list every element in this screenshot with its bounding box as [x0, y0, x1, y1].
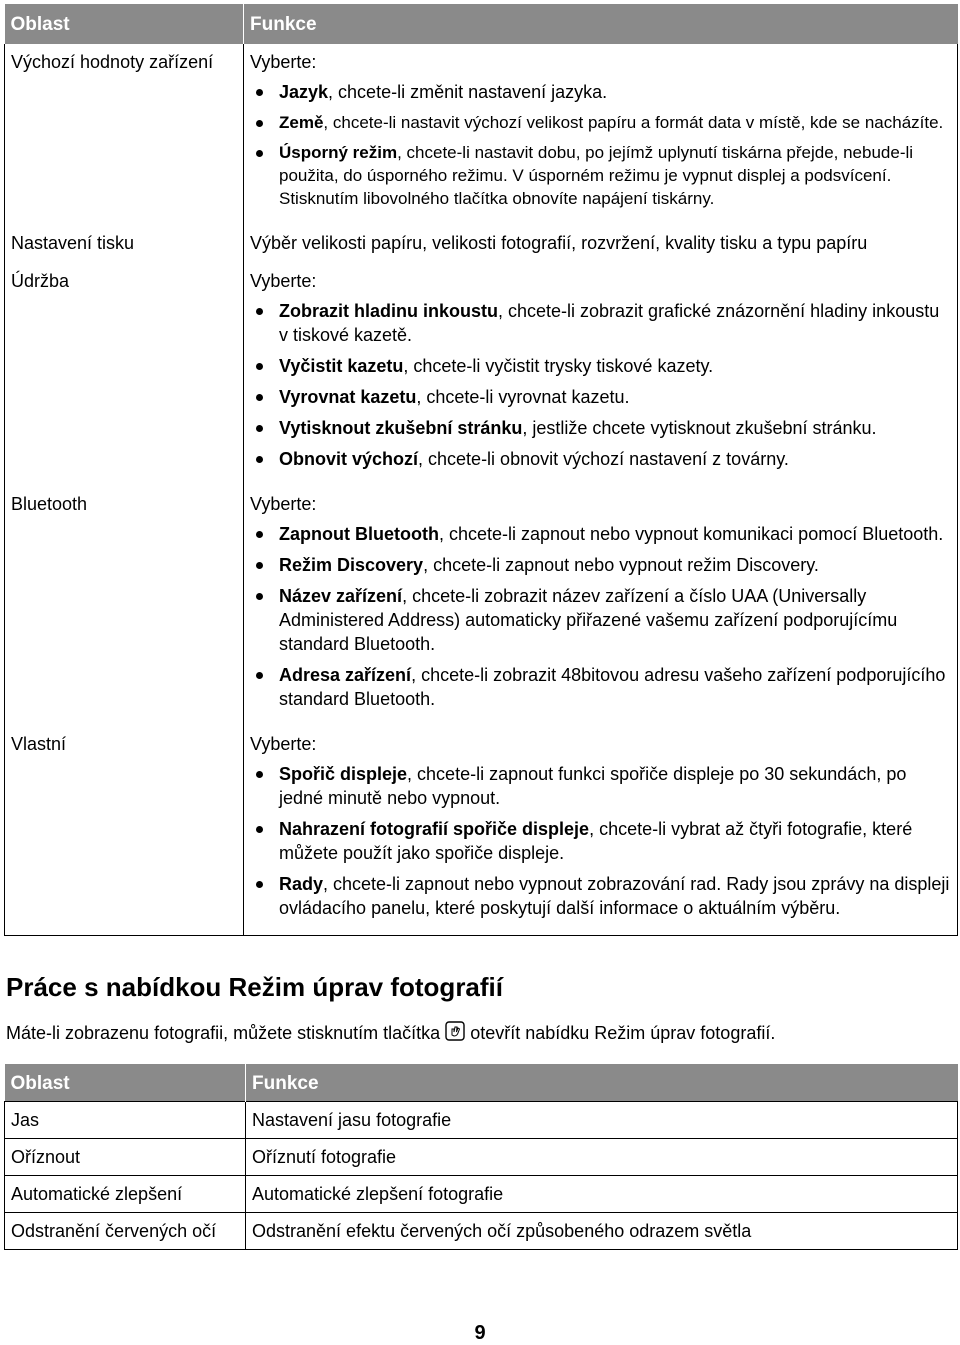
function-cell: Automatické zlepšení fotografie: [246, 1176, 958, 1213]
option-description: , chcete-li nastavit dobu, po jejímž uplynutí tiskárna přejde, nebude-li použita, do úsporného režimu. V úsporném režimu je vypnut displej a podsvícení. Stisknutím libovolného tlačítka obnovíte napájení tiskárny.: [279, 143, 914, 208]
function-cell: [244, 225, 958, 263]
option-name: Zobrazit hladinu inkoustu: [279, 301, 498, 321]
settings-table: [4, 4, 958, 936]
option-name: Rady: [279, 874, 324, 894]
function-intro: Vyberte:: [250, 494, 317, 514]
area-cell: Automatické zlepšení: [5, 1176, 246, 1213]
option-description: , chcete-li vybrat až čtyři fotografie, které můžete použít jako spořiče displeje.: [279, 819, 913, 863]
table-row: [5, 486, 958, 726]
option-description: , chcete-li nastavit výchozí velikost papíru a formát data v místě, kde se nacházíte.: [323, 113, 944, 132]
option-name: Adresa zařízení: [279, 665, 412, 685]
area-cell: Odstranění červených očí: [5, 1213, 246, 1250]
list-item: [250, 447, 951, 471]
function-cell: [244, 486, 958, 726]
list-item: [250, 522, 951, 546]
area-cell: Oříznout: [5, 1139, 246, 1176]
option-name: Vytisknout zkušební stránku: [279, 418, 523, 438]
option-name: Spořič displeje: [279, 764, 408, 784]
list-item: [250, 385, 951, 409]
option-name: Vyčistit kazetu: [279, 356, 404, 376]
list-item: [250, 553, 951, 577]
list-item: [250, 354, 951, 378]
table-row: [5, 44, 958, 225]
list-item: [250, 584, 951, 656]
settings-table-body: [5, 44, 958, 936]
function-intro: Výběr velikosti papíru, velikosti fotografií, rozvržení, kvality tisku a typu papíru: [250, 233, 868, 253]
area-cell: Údržba: [5, 263, 244, 486]
function-intro: Vyberte:: [250, 271, 317, 291]
intro-text-after: otevřít nabídku Režim úprav fotografií.: [470, 1023, 776, 1043]
option-description: , chcete-li zobrazit název zařízení a číslo UAA (Universally Administered Address) automaticky přiřazené vašemu zařízení podporujícímu standard Bluetooth.: [279, 586, 898, 654]
list-item: [250, 299, 951, 347]
option-list: [250, 762, 951, 920]
header-area: Oblast: [5, 1064, 246, 1102]
function-intro: Vyberte:: [250, 52, 317, 72]
option-description: , chcete-li zobrazit grafické znázornění hladiny inkoustu v tiskové kazetě.: [279, 301, 940, 345]
section-intro: [6, 1020, 775, 1047]
list-item: [250, 663, 951, 711]
area-cell: Jas: [5, 1102, 246, 1139]
header-function: Funkce: [246, 1064, 958, 1102]
function-cell: [244, 263, 958, 486]
table-row: [5, 225, 958, 263]
list-item: [250, 141, 951, 210]
list-item: [250, 111, 951, 134]
table-row: [5, 1176, 958, 1213]
function-cell: [244, 44, 958, 225]
option-description: , chcete-li zapnout nebo vypnout režim Discovery.: [423, 555, 819, 575]
photo-edit-table: [4, 1064, 958, 1250]
function-cell: Oříznutí fotografie: [246, 1139, 958, 1176]
list-item: [250, 872, 951, 920]
intro-text-before: Máte-li zobrazenu fotografii, můžete stisknutím tlačítka: [6, 1023, 441, 1043]
option-name: Jazyk: [279, 82, 329, 102]
list-item: [250, 416, 951, 440]
list-item: [250, 817, 951, 865]
table-header-row: [5, 4, 958, 44]
option-description: , jestliže chcete vytisknout zkušební stránku.: [522, 418, 877, 438]
option-description: , chcete-li vyčistit trysky tiskové kazety.: [403, 356, 714, 376]
option-name: Nahrazení fotografií spořiče displeje: [279, 819, 590, 839]
option-name: Obnovit výchozí: [279, 449, 419, 469]
table-row: [5, 1213, 958, 1250]
option-name: Země: [279, 113, 324, 132]
option-list: [250, 80, 951, 210]
option-description: , chcete-li změnit nastavení jazyka.: [328, 82, 608, 102]
function-cell: Odstranění efektu červených očí způsobeného odrazem světla: [246, 1213, 958, 1250]
option-description: , chcete-li vyrovnat kazetu.: [416, 387, 630, 407]
section-heading: Práce s nabídkou Režim úprav fotografií: [6, 972, 503, 1002]
option-description: , chcete-li zapnout nebo vypnout zobrazování rad. Rady jsou zprávy na displeji ovládacího panelu, které poskytují další informace o aktuálním výběru.: [279, 874, 950, 918]
option-description: , chcete-li obnovit výchozí nastavení z továrny.: [418, 449, 789, 469]
table-row: [5, 1102, 958, 1139]
option-list: [250, 522, 951, 711]
area-cell: Nastavení tisku: [5, 225, 244, 263]
table-row: [5, 263, 958, 486]
option-description: , chcete-li zapnout nebo vypnout komunikaci pomocí Bluetooth.: [438, 524, 944, 544]
option-name: Úsporný režim: [279, 143, 398, 162]
photo-edit-icon: [444, 1020, 466, 1047]
option-name: Vyrovnat kazetu: [279, 387, 417, 407]
table-header-row: [5, 1064, 958, 1102]
option-name: Zapnout Bluetooth: [279, 524, 439, 544]
table-row: [5, 1139, 958, 1176]
list-item: [250, 762, 951, 810]
option-name: Režim Discovery: [279, 555, 424, 575]
header-area: Oblast: [5, 4, 244, 44]
table-row: [5, 726, 958, 936]
area-cell: Vlastní: [5, 726, 244, 936]
area-cell: Výchozí hodnoty zařízení: [5, 44, 244, 225]
function-cell: Nastavení jasu fotografie: [246, 1102, 958, 1139]
header-function: Funkce: [244, 4, 958, 44]
option-list: [250, 299, 951, 471]
option-name: Název zařízení: [279, 586, 403, 606]
area-cell: Bluetooth: [5, 486, 244, 726]
function-intro: Vyberte:: [250, 734, 317, 754]
page-number: 9: [474, 1322, 486, 1344]
photo-edit-table-body: [5, 1102, 958, 1250]
list-item: [250, 80, 951, 104]
option-description: , chcete-li zobrazit 48bitovou adresu vašeho zařízení podporujícího standard Bluetooth.: [279, 665, 946, 709]
option-description: , chcete-li zapnout funkci spořiče displeje po 30 sekundách, po jedné minutě nebo vypnout.: [279, 764, 907, 808]
function-cell: [244, 726, 958, 936]
